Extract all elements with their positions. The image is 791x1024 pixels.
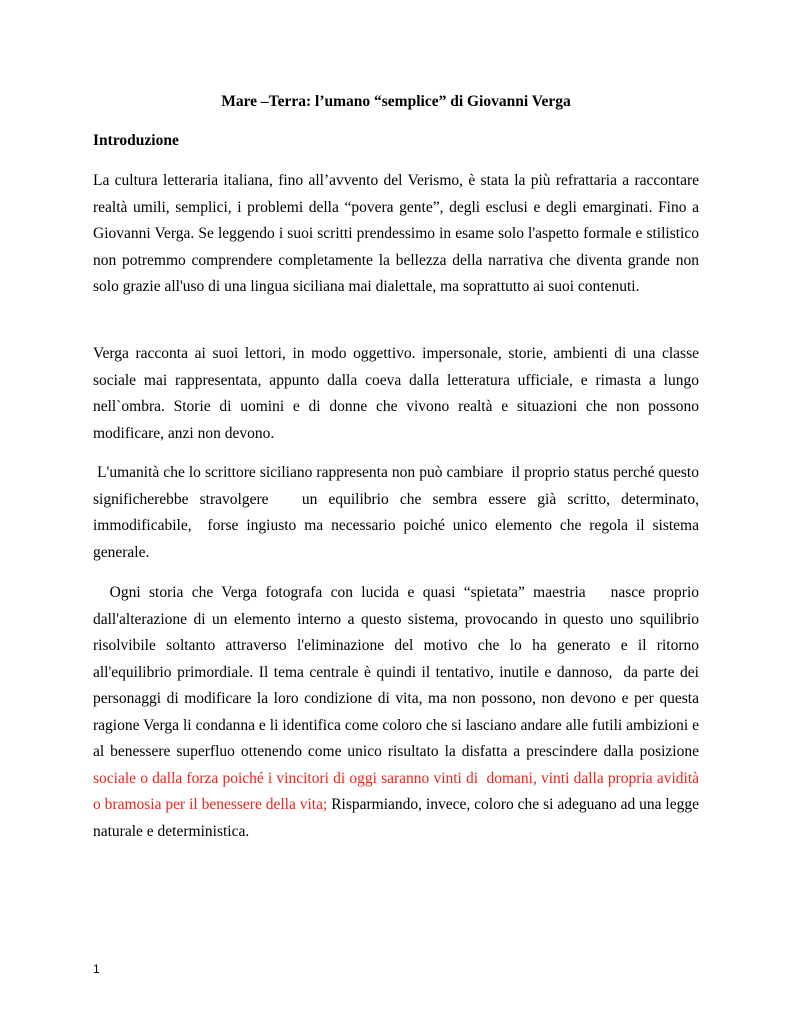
- paragraph-2: Verga racconta ai suoi lettori, in modo oggettivo. impersonale, storie, ambienti di una classe sociale mai rappresentata, appunto dalla coeva dalla letteratura ufficiale, e rimasta a lungo nell`ombra. Storie di uomini e di donne che vivono realtà e situazioni che non possono modificare, anzi non devono.: [93, 345, 699, 442]
- paragraph-4-text: Ogni storia che Verga fotografa con lucida e quasi “spietata” maestria nasce proprio dall'alterazione di un elemento interno a questo sistema, provocando in questo uno squilibrio risolvibile soltanto attraverso l'eliminazione del motivo che lo ha generato e il ritorno all'equilibrio primordiale. Il tema centrale è quindi il tentativo, inutile e dannoso, da parte dei personaggi di modificare la loro condizione di vita, ma non possono, non devono e per questa ragione Verga li condanna e li identifica come coloro che si lasciano andare alle futili ambizioni e al benessere superfluo ottenendo come unico risultato la disfatta a prescindere dalla posizione: [93, 584, 703, 760]
- highlighted-text: sociale o dalla forza poiché i vincitori di oggi saranno vinti di domani, vinti dalla propria avidità o bramosia per il benessere della vita;: [93, 769, 703, 813]
- section-heading: Introduzione: [93, 132, 179, 149]
- paragraph-1: La cultura letteraria italiana, fino all’avvento del Verismo, è stata la più refrattaria a raccontare realtà umili, semplici, i problemi della “povera gente”, degli esclusi e degli emarginati. Fino a Giovanni Verga. Se leggendo i suoi scritti prendessimo in esame solo l'aspetto formale e stilistico non potremmo comprendere completamente la bellezza della narrativa che diventa grande non solo grazie all'uso di una lingua siciliana mai dialettale, ma soprattutto ai suoi contenuti.: [93, 172, 699, 295]
- paragraph-3: L'umanità che lo scrittore siciliano rappresenta non può cambiare il proprio status perché questo significherebbe stravolgere un equilibrio che sembra essere già scritto, determinato, immodificabile, forse ingiusto ma necessario poiché unico elemento che regola il sistema generale.: [93, 464, 703, 561]
- page-number: 1: [93, 962, 100, 976]
- document-title: Mare –Terra: l’umano “semplice” di Giovanni Verga: [221, 93, 571, 110]
- paragraph-4: [93, 580, 703, 845]
- paragraph-4-text-end: Risparmiando, invece, coloro che si adeguano ad una legge naturale e deterministica.: [93, 796, 703, 840]
